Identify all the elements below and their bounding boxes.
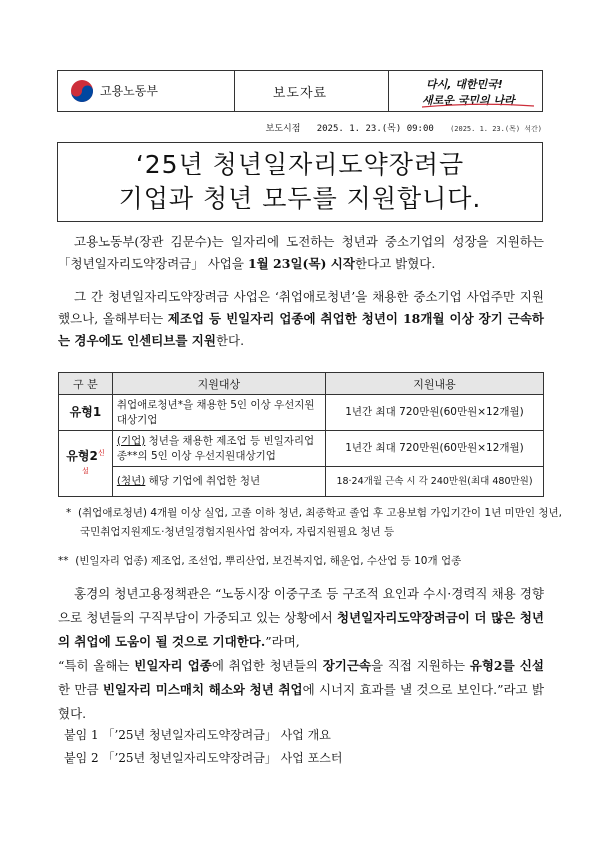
document-type: 보도자료 — [272, 86, 328, 101]
quote-bold: 빈일자리 업종 — [134, 658, 212, 673]
table-header: 지원대상 — [112, 373, 325, 395]
paragraph-1 — [58, 231, 544, 275]
target-tag: (청년) — [116, 475, 146, 487]
slogan-line1: 다시, 대한민국! — [426, 78, 503, 91]
title-box — [57, 142, 543, 222]
quote-text: 한 만큼 — [58, 682, 103, 697]
type-cell: 유형1 — [59, 395, 113, 431]
footnote-1 — [58, 504, 570, 542]
quote-text: “특히 올해는 — [58, 658, 135, 673]
table-row — [59, 431, 544, 467]
paragraph-2-text: 그 간 청년일자리도약장려금 사업은 ‘취업애로청년’을 채용한 중소기업 사업주만 지원했으나, 올해부터는 — [58, 289, 544, 326]
embargo-label: 보도시점 — [265, 124, 301, 134]
title-line2: 기업과 청년 모두를 지원합니다. — [118, 184, 482, 213]
embargo-note: (2025. 1. 23.(목) 석간) — [450, 125, 542, 133]
footnote-text: (빈일자리 업종) 제조업, 조선업, 뿌리산업, 보건복지업, 해운업, 수산업 등 10개 업종 — [75, 555, 462, 567]
type-cell — [59, 431, 113, 497]
quote-bold: 장기근속 — [322, 658, 371, 673]
quote-part-1 — [58, 582, 544, 654]
footnote-text: (취업애로청년) 4개월 이상 실업, 고졸 이하 청년, 최종학교 졸업 후 고용보험 가입기간이 1년 미만인 청년, 국민취업지원제도·청년일경험지원사업 참여자, 자립지원필요 청년 등 — [77, 507, 562, 538]
ministry-name: 고용노동부 — [100, 84, 158, 98]
quote-part-2 — [58, 654, 544, 726]
paragraph-2-bold: 제조업 등 빈일자리 업종에 취업한 청년이 18개월 이상 장기 근속하는 경우에도 인센티브를 지원 — [58, 311, 544, 348]
table-row — [59, 467, 544, 497]
title-line1: ‘25년 청년일자리도약장려금 — [135, 150, 465, 179]
type-label: 유형2 — [66, 448, 98, 463]
quote-bold: 유형2를 신설 — [469, 658, 544, 673]
amount-cell: 18·24개월 근속 시 각 240만원(최대 480만원) — [326, 467, 544, 497]
target-cell — [112, 431, 325, 467]
amount-cell: 1년간 최대 720만원(60만원×12개월) — [326, 431, 544, 467]
table-header-row — [59, 373, 544, 395]
quote-text: 홍경의 청년고용정책관은 “노동시장 이중구조 등 구조적 요인과 수시·경력직 채용 경향으로 청년들의 구직부담이 가중되고 있는 상황에서 — [58, 586, 544, 625]
slogan-logo — [420, 74, 538, 110]
quote-bold: 청년일자리도약장려금이 더 많은 청년의 취업에 도움이 될 것으로 기대한다. — [58, 610, 544, 649]
paragraph-2-text-end: 한다. — [215, 333, 245, 348]
government-logo-icon — [70, 79, 94, 103]
quote-text: 을 직접 지원하는 — [371, 658, 470, 673]
footnote-2 — [58, 552, 548, 571]
table-header: 구 분 — [59, 373, 113, 395]
target-cell: 취업애로청년*을 채용한 5인 이상 우선지원대상기업 — [112, 395, 325, 431]
new-badge: 신설 — [82, 448, 105, 475]
amount-cell: 1년간 최대 720만원(60만원×12개월) — [326, 395, 544, 431]
quote-paragraph — [58, 582, 544, 726]
paragraph-1-bold: 1월 23일(목) 시작 — [247, 256, 355, 271]
paragraph-1-text: 고용노동부(장관 김문수)는 일자리에 도전하는 청년과 중소기업의 성장을 지원하는 「청년일자리도약장려금」 사업을 — [58, 234, 544, 271]
footnote-mark: * — [66, 507, 72, 519]
quote-text: 에 시너지 효과를 낼 것으로 보인다.”라고 밝혔다. — [58, 682, 544, 721]
attachment-1: 붙임 1 「’25년 청년일자리도약장려금」 사업 개요 — [64, 728, 331, 742]
target-cell — [112, 467, 325, 497]
header-divider — [388, 71, 389, 111]
quote-text: 에 취업한 청년들의 — [211, 658, 323, 673]
target-text: 해당 기업에 취업한 청년 — [145, 475, 261, 487]
table-row — [59, 395, 544, 431]
table-header: 지원내용 — [326, 373, 544, 395]
quote-bold: 빈일자리 미스매치 해소와 청년 취업 — [102, 682, 303, 697]
paragraph-2 — [58, 286, 544, 352]
header-divider — [234, 71, 235, 111]
paragraph-1-text-end: 한다고 밝혔다. — [354, 256, 436, 271]
quote-text: ”라며, — [265, 634, 300, 649]
attachment-2: 붙임 2 「’25년 청년일자리도약장려금」 사업 포스터 — [64, 751, 343, 765]
embargo-line — [266, 121, 542, 134]
slogan-line2: 새로운 국민의 나라 — [422, 94, 515, 107]
support-table — [58, 372, 544, 497]
target-tag: (기업) — [116, 434, 146, 447]
footnote-mark: ** — [58, 555, 69, 567]
target-text: 청년을 채용한 제조업 등 빈일자리업종**의 5인 이상 우선지원대상기업 — [116, 434, 315, 462]
embargo-datetime: 2025. 1. 23.(목) 09:00 — [316, 124, 434, 134]
